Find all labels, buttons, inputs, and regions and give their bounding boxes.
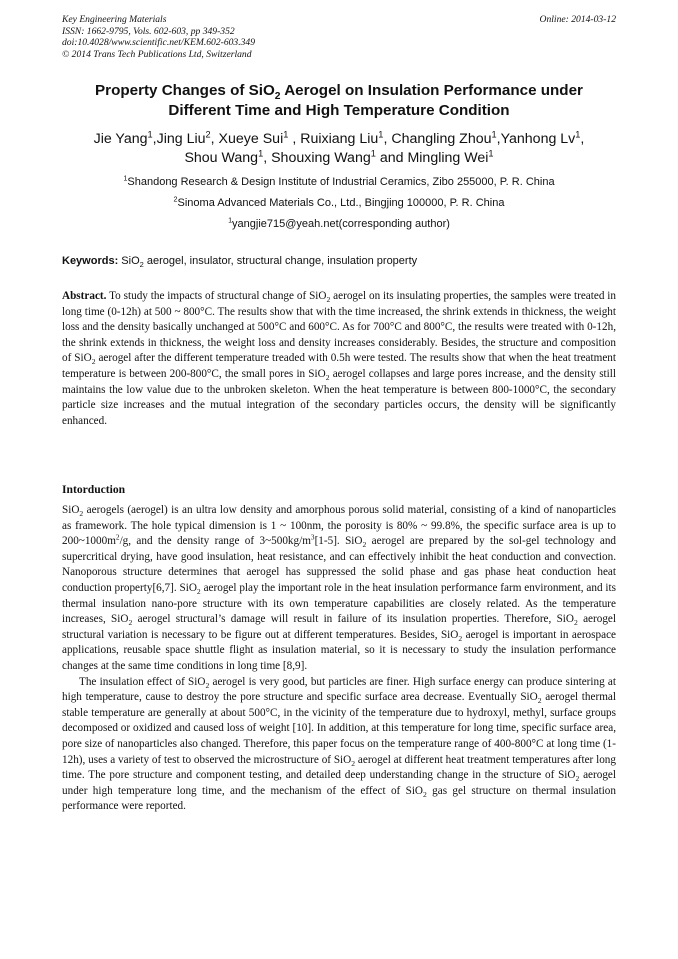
author-list xyxy=(62,130,616,168)
abstract xyxy=(62,289,616,429)
affiliation-1: $^1$Shandong Research & Design Institute of Industrial Ceramics, Zibo 255000, P. R. China xyxy=(123,174,555,188)
author-name: Ruixiang Liu xyxy=(300,131,379,147)
issn-line: ISSN: 1662-9795, Vols. 602-603, pp 349-352 xyxy=(62,25,235,37)
author-line-2: Shou Wang$^1$, Shouxing Wang$^1$ and Mingling Wei$^1$ xyxy=(184,148,494,166)
corresponding-email: $^1$yangjie715@yeah.net(corresponding author) xyxy=(228,216,450,230)
intro-paragraph-2: The insulation effect of SiO$_2$ aerogel is very good, but particles are finer. High surface energy can produce sintering at high temperature, cause to destroy the pore structure and specific surface area decrease. Eventually SiO$_2$ aerogel thermal stable temperature are generally at about 500°C, in the vicinity of the temperature due to hydroxyl, methyl, surface groups decomposed or oxidized and caused loss of weight [10]. In addition, at this temperature for long time, specific surface area, pore size of nanoparticles also changed. Therefore, this paper focus on the temperature range of 400-800°C at long time (1-12h), uses a variety of test to observed the microstructure of SiO$_2$ aerogel at different heat treatment temperatures after long time. The pore structure and component testing, and detailed deep understanding change in the structure of SiO$_2$ aerogel under high temperature long time, and the mechanism of the effect of SiO$_2$ gas gel structure on thermal insulation performance were reported. xyxy=(62,675,616,813)
journal-header xyxy=(62,14,616,60)
section-heading-introduction: Intorduction xyxy=(62,483,126,496)
title-line-1: Property Changes of SiO$_2$ Aerogel on Insulation Performance under xyxy=(95,82,583,103)
affiliation-2: $^2$Sinoma Advanced Materials Co., Ltd., Bingjing 100000, P. R. China xyxy=(173,195,505,209)
introduction-body xyxy=(62,503,616,815)
author-name: Shouxing Wang xyxy=(271,150,371,166)
keywords-label: Keywords: xyxy=(62,255,119,267)
doi-line: doi:10.4028/www.scientific.net/KEM.602-603.349 xyxy=(62,37,256,49)
author-name: Mingling Wei xyxy=(407,150,489,166)
abstract-paragraph: Abstract. To study the impacts of structural change of SiO$_2$ aerogel on its insulating properties, the samples were treated in long time (0-12h) at 500 ~ 800°C. The results show that with the time increased, the shrink extends in thickness, the weight loss and the density basically unchanged at 500°C and 600°C. As for 700°C and 800°C, the results were treated with 0-12h, the shrink extends in thickness, the weight loss and density increases considerably. Besides, the structure and composition of SiO$_2$ aerogel after the different temperature treaded with 0.5h were tested. The results show that when the heat treatment temperature is between 200-800°C, the small pores in SiO$_2$ aerogel collapses and large pores increase, and the density still maintains the low value due to the unbroken skeleton. When the heat temperature is between 800-1000°C, the secondary particle size increases and the mutual integration of the secondary particles occurs, the density will be significantly enhanced. xyxy=(62,290,617,427)
author-name: Jie Yang xyxy=(93,131,148,147)
copyright-line: © 2014 Trans Tech Publications Ltd, Switzerland xyxy=(62,48,252,60)
author-name: Yanhong Lv xyxy=(500,131,576,147)
title-line-2: Different Time and High Temperature Condition xyxy=(168,101,510,119)
author-line-1: Jie Yang$^1$,Jing Liu$^2$, Xueye Sui$^1$ , Ruixiang Liu$^1$, Changling Zhou$^1$,Yanhong Lv$^1$, xyxy=(93,129,585,147)
author-name: Xueye Sui xyxy=(218,131,284,147)
author-name: Shou Wang xyxy=(184,150,259,166)
journal-name: Key Engineering Materials xyxy=(62,14,167,25)
keywords: Keywords: SiO$_2$ aerogel, insulator, structural change, insulation property xyxy=(62,255,418,270)
paper-title xyxy=(62,81,616,120)
online-date: Online: 2014-03-12 xyxy=(539,14,616,25)
intro-paragraph-1: SiO$_2$ aerogels (aerogel) is an ultra low density and amorphous porous solid material, consisting of a kind of nanoparticles as framework. The hole typical dimension is 1 ~ 100nm, the porosity is 80% ~ 99.8%, the specific surface area is up to $200\sim 1000m^2/g$, and the density range of $3\sim 500kg/m^3[1-5]$. SiO$_2$ aerogel are prepared by the sol-gel technology and supercritical drying, have good insulation, heat resistance, and can effectively inhibit the heat conduction and convection. Nanoporous structure determines that aerogel has suppressed the solid phase and gas phase heat conduction heat conduction property[6,7]. SiO$_2$ aerogel play the important role in the heat insulation performance farm environment, and its thermal insulation nano-pore structure with its own temperature capabilities are closely related. As the temperature increases, SiO$_2$ aerogel structural’s damage will result in failure of its insulation properties. Therefore, SiO$_2$ aerogel structural variation is necessary to be figure out at different temperatures. Besides, SiO$_2$ aerogel is important in aerospace applications, reusable space shuttle flight as insulation material, so it is necessary to study the insulation performance changes at the same time conditions in long time [8,9]. xyxy=(62,504,617,672)
abstract-label: Abstract. xyxy=(62,290,107,302)
author-name: Jing Liu xyxy=(156,131,206,147)
author-name: Changling Zhou xyxy=(391,131,492,147)
